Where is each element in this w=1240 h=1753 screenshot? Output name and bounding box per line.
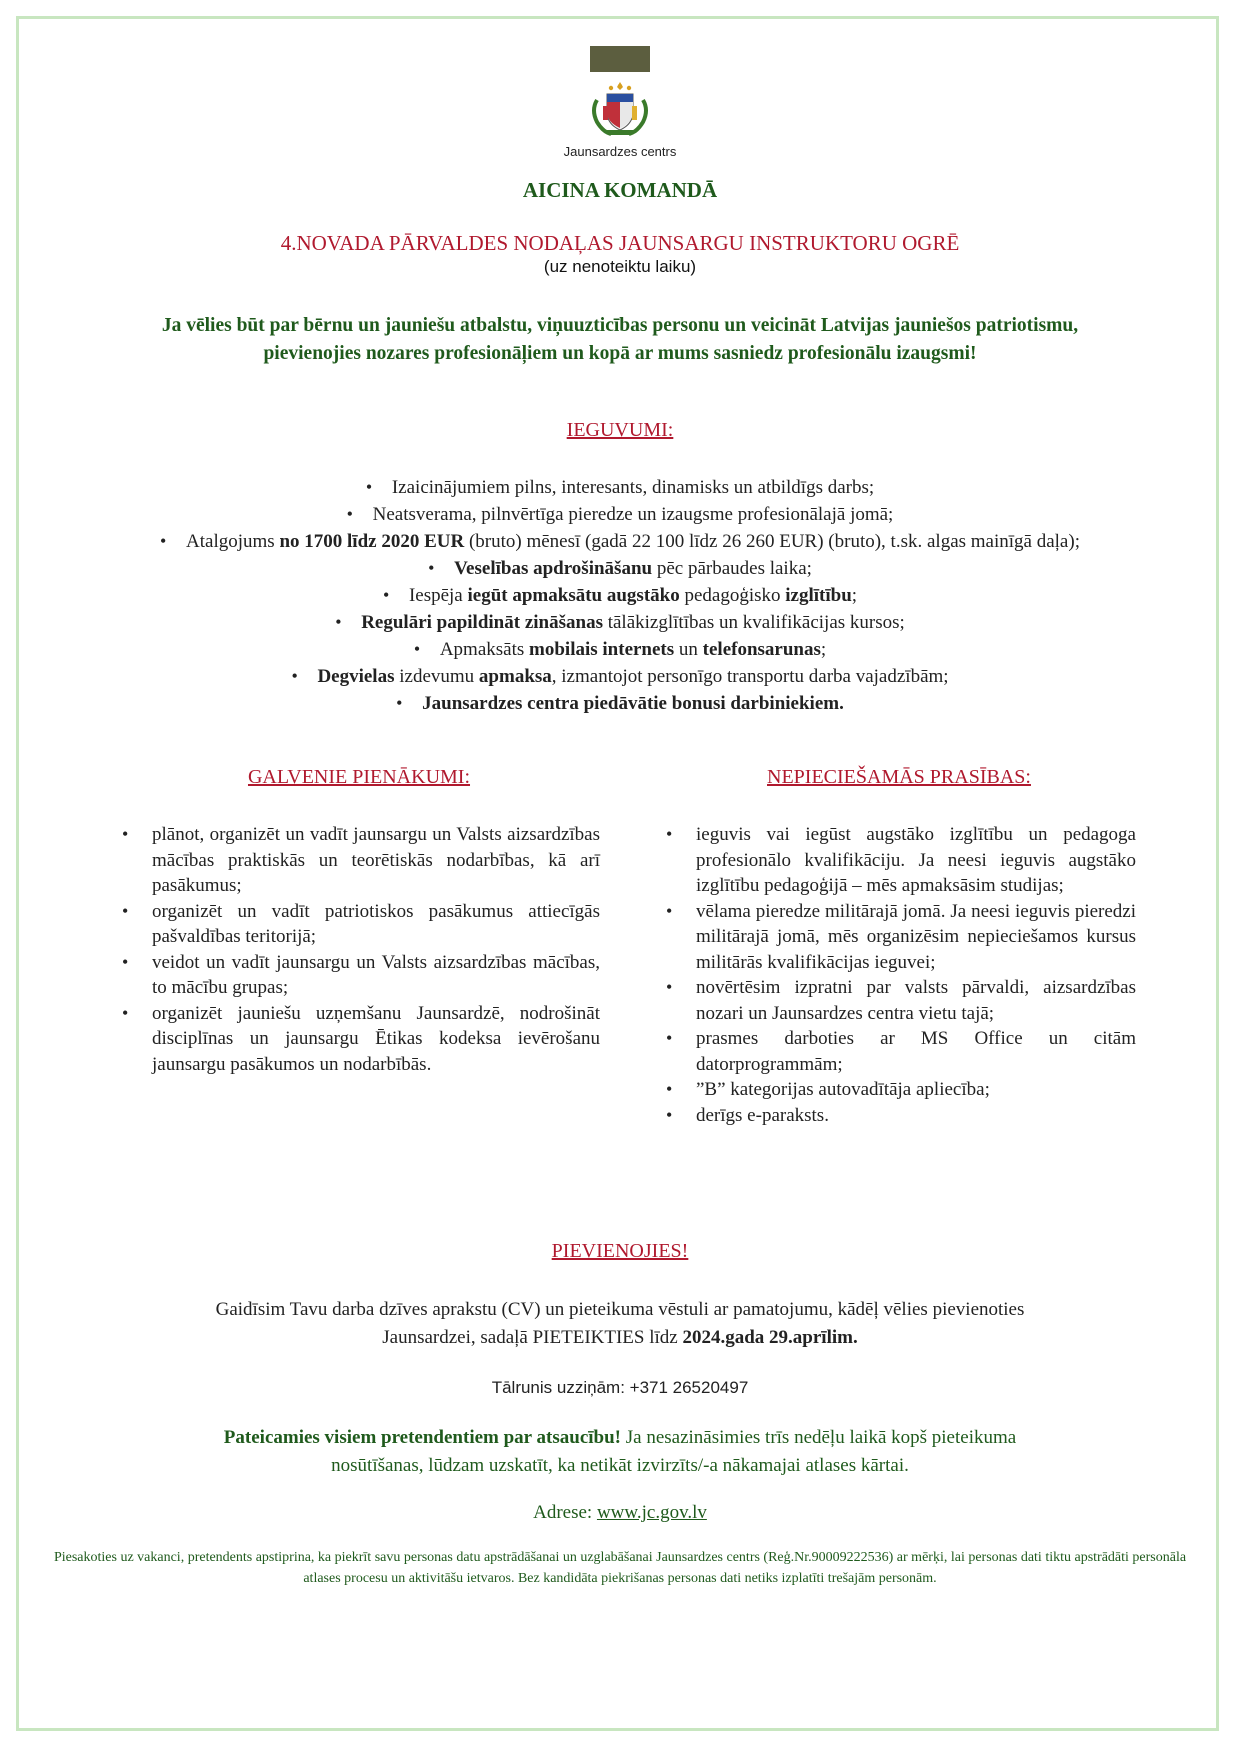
benefit-text: iegūt apmaksātu augstāko [467,585,680,606]
requirement-item: • novērtēsim izpratni par valsts pārvaldi, aizsardzības nozari un Jaunsardzes centra vietu tajā; [662,975,1136,1026]
benefit-text: Degvielas [317,666,395,687]
duty-item: • organizēt un vadīt patriotiskos pasākumus attiecīgās pašvaldības teritorijā; [118,899,600,950]
intro-line-2: pievienojies nozares profesionāļiem un kopā ar mums sasniedz profesionālu izaugsmi! [263,343,977,364]
benefit-item [130,636,1110,663]
requirement-item: • ”B” kategorijas autovadītāja apliecība; [662,1077,1136,1103]
thanks-rest: Ja nesazināsimies trīs nedēļu laikā kopš pieteikuma [621,1427,1017,1448]
benefit-text: mobilais internets [529,639,675,660]
website-link[interactable]: www.jc.gov.lv [596,1502,707,1523]
apply-line-1: Gaidīsim Tavu darba dzīves aprakstu (CV) un pieteikuma vēstuli ar pamatojumu, kādēļ vēlies pievienoties [215,1299,1025,1320]
duty-item: • veidot un vadīt jaunsargu un Valsts aizsardzības mācības, to mācību grupas; [118,950,600,1001]
benefit-item [130,582,1110,609]
benefit-item [130,555,1110,582]
benefit-text: telefonsarunas [702,639,821,660]
address [0,1502,1240,1524]
benefit-item [130,528,1110,555]
benefit-text: Neatsverama, pilnvērtīga pieredze un izaugsme profesionālajā jomā; [372,504,894,525]
benefit-item [130,690,1110,717]
duties-list [118,822,600,1077]
benefit-text: izdevumu [394,666,479,687]
benefit-item [130,609,1110,636]
intro-text [0,312,1240,368]
requirement-item: • prasmes darboties ar MS Office un citām datorprogrammām; [662,1026,1136,1077]
benefit-text: Apmaksāts [439,639,530,660]
thanks-text [0,1424,1240,1480]
logo [0,46,1240,159]
benefit-text: tālākizglītības un kvalifikācijas kursos; [602,612,905,633]
logo-bar [590,46,650,72]
requirements-list [662,822,1136,1128]
privacy-notice: Piesakoties uz vakanci, pretendents apstiprina, ka piekrīt savu personas datu apstrādāšanai un uzglabāšanai Jaunsardzes centrs (Reģ.Nr.90009222536) ar mērķi, lai personas dati tiktu apstrādāti personāla atlases procesu un aktivitāšu ietvaros. Bez kandidāta piekrišanas personas dati netiks izplatīti trešajām personām. [53,1550,1187,1586]
benefit-item [130,501,1110,528]
benefits-heading: IEGUVUMI: [566,419,674,441]
thanks-bold: Pateicamies visiem pretendentiem par atsaucību! [223,1427,621,1448]
intro-line-1: Ja vēlies būt par bērnu un jauniešu atbalstu, viņuuzticības personu un veicināt Latvijas jauniešos patriotismu, [161,315,1079,336]
benefit-text: un [674,639,703,660]
apply-text [0,1296,1240,1352]
requirement-item: • ieguvis vai iegūst augstāko izglītību un pedagoga profesionālo kvalifikāciju. Ja neesi ieguvis augstāko izglītību pedagoģijā – mēs apmaksāsim studijas; [662,822,1136,899]
benefit-text: ; [851,585,858,606]
apply-line-2-text: Jaunsardzei, sadaļā PIETEIKTIES līdz [382,1327,683,1348]
benefit-text: apmaksa [478,666,552,687]
requirements-heading: NEPIECIEŠAMĀS PRASĪBAS: [767,766,1031,788]
benefit-text: Iespēja [408,585,468,606]
page-title: AICINA KOMANDĀ [522,178,718,202]
benefit-text: Jaunsardzes centra piedāvātie bonusi darbiniekiem. [422,693,844,714]
benefit-text: izglītību [785,585,852,606]
benefit-text: (bruto) mēnesī (gadā 22 100 līdz 26 260 EUR) (bruto), t.sk. algas mainīgā daļa); [464,531,1080,552]
address-label: Adrese: [533,1502,597,1523]
benefit-text: Atalgojums [186,531,280,552]
duty-item: • plānot, organizēt un vadīt jaunsargu un Valsts aizsardzības mācības praktiskās un teorētiskās nodarbības, kā arī pasākumus; [118,822,600,899]
benefit-text: pedagoģisko [679,585,786,606]
benefit-text: pēc pārbaudes laika; [652,558,812,579]
position-title: 4.NOVADA PĀRVALDES NODAĻAS JAUNSARGU INSTRUKTORU OGRĒ [280,231,960,255]
benefit-text: ; [820,639,827,660]
requirement-item: • vēlama pieredze militārajā jomā. Ja neesi ieguvis pieredzi militārajā jomā, mēs organizēsim nepieciešamos kursus militārās kvalifikācijas ieguvei; [662,899,1136,976]
duty-item: • organizēt jauniešu uzņemšanu Jaunsardzē, nodrošināt disciplīnas un jaunsargu Ētikas kodeksa ievērošanu jaunsargu pasākumos un nodarbībās. [118,1001,600,1078]
benefit-item [130,663,1110,690]
benefit-text: no 1700 līdz 2020 EUR [279,531,465,552]
duties-heading: GALVENIE PIENĀKUMI: [247,766,471,788]
org-name: Jaunsardzes centrs [563,144,677,159]
requirement-item: • derīgs e-paraksts. [662,1103,1136,1129]
thanks-line-2: nosūtīšanas, lūdzam uzskatīt, ka netikāt izvirzīts/-a nākamajai atlases kārtai. [331,1455,909,1476]
join-heading: PIEVIENOJIES! [551,1240,689,1262]
apply-line-2 [0,1324,1240,1352]
coat-of-arms-icon [589,80,651,138]
benefits-list [130,474,1110,717]
benefit-text: , izmantojot personīgo transportu darba vajadzībām; [551,666,949,687]
benefit-text: Veselības apdrošināšanu [454,558,653,579]
benefit-text: Regulāri papildināt zināšanas [361,612,603,633]
benefit-text: Izaicinājumiem pilns, interesants, dinamisks un atbildīgs darbs; [391,477,875,498]
thanks-line-1 [0,1424,1240,1452]
phone-info: Tālrunis uzziņām: +371 26520497 [491,1378,749,1397]
employment-term: (uz nenoteiktu laiku) [543,257,697,276]
apply-deadline: 2024.gada 29.aprīlim. [682,1327,858,1348]
benefit-item [130,474,1110,501]
